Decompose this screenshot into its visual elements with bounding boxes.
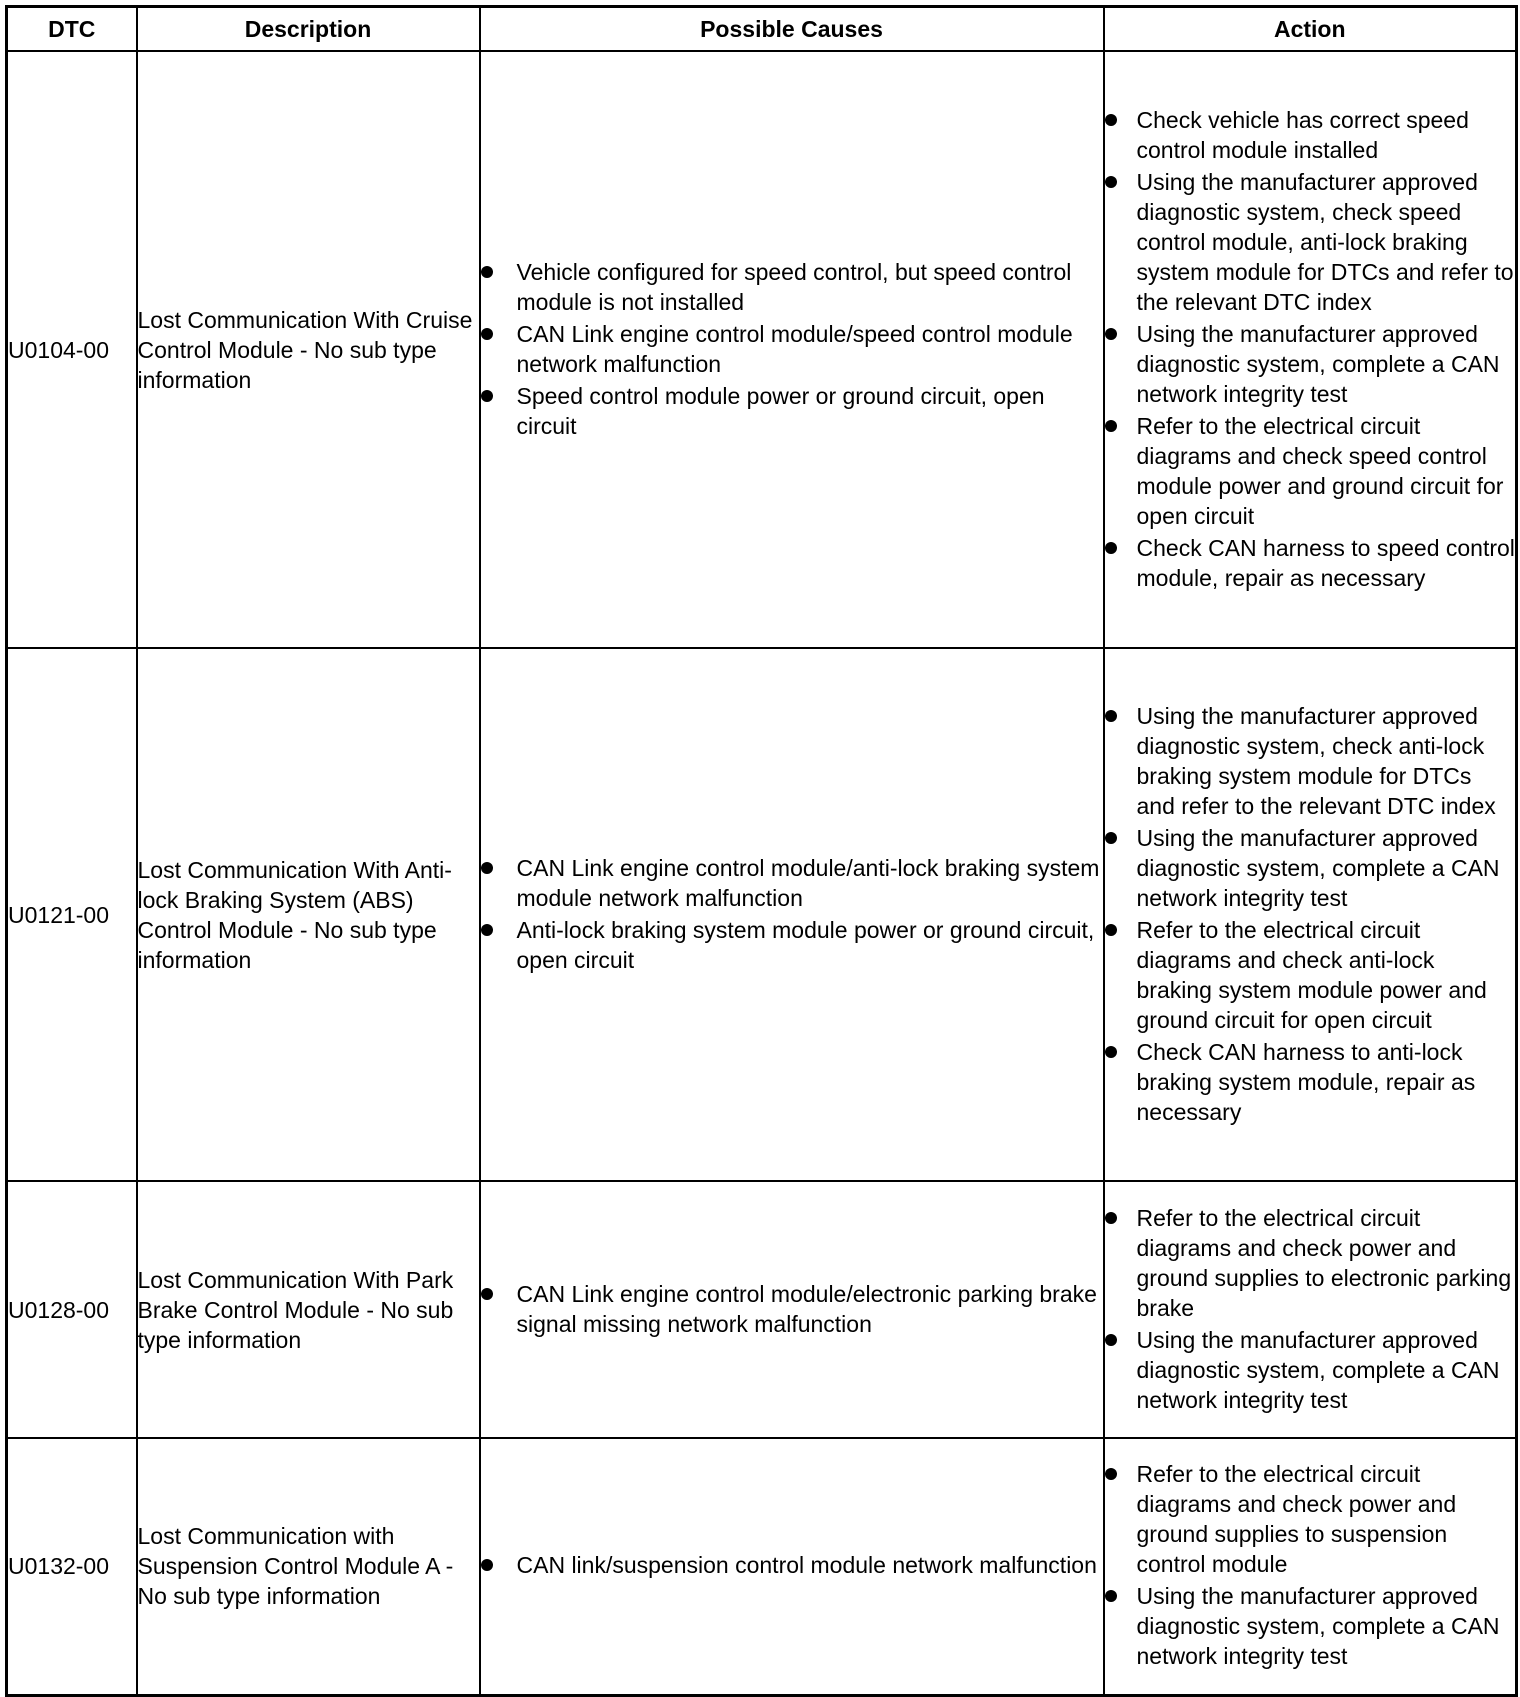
bullet-icon (481, 390, 493, 402)
cause-text: CAN Link engine control module/anti-lock braking system module network malfunction (516, 854, 1100, 911)
table-row (7, 1438, 1517, 1695)
action-text: Using the manufacturer approved diagnostic system, complete a CAN network integrity test (1136, 320, 1500, 407)
action-cell (1104, 1181, 1517, 1438)
dtc-code: U0132-00 (7, 1438, 137, 1695)
action-text: Using the manufacturer approved diagnostic system, check anti-lock braking system module for DTCs and refer to the relevant DTC index (1136, 702, 1496, 819)
cause-item (481, 257, 1103, 317)
bullet-icon (1105, 1212, 1117, 1224)
bullet-icon (1105, 1468, 1117, 1480)
cause-item (481, 853, 1103, 913)
action-item (1105, 1581, 1516, 1671)
action-cell (1104, 1438, 1517, 1695)
bullet-icon (1105, 1046, 1117, 1058)
action-text: Refer to the electrical circuit diagrams and check power and ground supplies to electronic parking brake (1136, 1204, 1512, 1321)
action-item (1105, 105, 1516, 165)
bullet-icon (1105, 176, 1117, 188)
dtc-table (5, 5, 1518, 1697)
dtc-description: Lost Communication with Suspension Control Module A - No sub type information (137, 1438, 480, 1695)
cause-item (481, 381, 1103, 441)
action-text: Using the manufacturer approved diagnostic system, complete a CAN network integrity test (1136, 1326, 1500, 1413)
action-text: Using the manufacturer approved diagnostic system, complete a CAN network integrity test (1136, 1583, 1500, 1670)
cause-text: CAN link/suspension control module network malfunction (516, 1552, 1097, 1579)
cause-item (481, 1550, 1103, 1580)
bullet-icon (481, 924, 493, 936)
cause-text: CAN Link engine control module/speed control module network malfunction (516, 320, 1073, 377)
action-text: Using the manufacturer approved diagnostic system, complete a CAN network integrity test (1136, 824, 1500, 911)
bullet-icon (1105, 114, 1117, 126)
bullet-icon (1105, 924, 1117, 936)
table-body (7, 51, 1517, 1695)
bullet-icon (1105, 420, 1117, 432)
cause-list (481, 853, 1103, 975)
cause-text: Vehicle configured for speed control, but speed control module is not installed (516, 258, 1072, 315)
action-text: Refer to the electrical circuit diagrams and check power and ground supplies to suspension control module (1136, 1461, 1457, 1578)
cause-list (481, 1279, 1103, 1339)
header-possible-causes: Possible Causes (480, 7, 1104, 52)
cause-item (481, 319, 1103, 379)
cause-item (481, 1279, 1103, 1339)
cause-text: CAN Link engine control module/electronic parking brake signal missing network malfunction (516, 1280, 1097, 1337)
bullet-icon (1105, 1590, 1117, 1602)
action-text: Check CAN harness to speed control module, repair as necessary (1136, 534, 1515, 591)
action-text: Refer to the electrical circuit diagrams and check anti-lock braking system module power and ground circuit for open circuit (1136, 916, 1487, 1033)
possible-causes-cell (480, 1181, 1104, 1438)
bullet-icon (1105, 710, 1117, 722)
bullet-icon (1105, 832, 1117, 844)
action-item (1105, 167, 1516, 317)
bullet-icon (1105, 328, 1117, 340)
action-item (1105, 1037, 1516, 1127)
cause-text: Speed control module power or ground circuit, open circuit (516, 382, 1045, 439)
dtc-description: Lost Communication With Cruise Control Module - No sub type information (137, 51, 480, 648)
action-list (1105, 1203, 1516, 1415)
action-item (1105, 1459, 1516, 1579)
action-cell (1104, 648, 1517, 1181)
bullet-icon (481, 266, 493, 278)
dtc-description: Lost Communication With Anti-lock Braking System (ABS) Control Module - No sub type information (137, 648, 480, 1181)
action-list (1105, 105, 1516, 593)
action-item (1105, 823, 1516, 913)
bullet-icon (1105, 1334, 1117, 1346)
header-dtc: DTC (7, 7, 137, 52)
action-item (1105, 533, 1516, 593)
table-row (7, 648, 1517, 1181)
action-list (1105, 701, 1516, 1127)
dtc-code: U0104-00 (7, 51, 137, 648)
table-row (7, 51, 1517, 648)
possible-causes-cell (480, 648, 1104, 1181)
action-text: Using the manufacturer approved diagnostic system, check speed control module, anti-lock braking system module for DTCs and refer to the relevant DTC index (1136, 168, 1514, 315)
action-item (1105, 1325, 1516, 1415)
action-text: Check CAN harness to anti-lock braking system module, repair as necessary (1136, 1038, 1476, 1125)
table-row (7, 1181, 1517, 1438)
dtc-code: U0121-00 (7, 648, 137, 1181)
possible-causes-cell (480, 1438, 1104, 1695)
possible-causes-cell (480, 51, 1104, 648)
action-text: Check vehicle has correct speed control module installed (1136, 106, 1469, 163)
cause-list (481, 257, 1103, 441)
bullet-icon (481, 328, 493, 340)
action-item (1105, 701, 1516, 821)
bullet-icon (481, 1559, 493, 1571)
bullet-icon (481, 862, 493, 874)
action-list (1105, 1459, 1516, 1671)
cause-text: Anti-lock braking system module power or ground circuit, open circuit (516, 916, 1095, 973)
dtc-code: U0128-00 (7, 1181, 137, 1438)
cause-item (481, 915, 1103, 975)
action-text: Refer to the electrical circuit diagrams and check speed control module power and ground circuit for open circuit (1136, 412, 1504, 529)
action-cell (1104, 51, 1517, 648)
header-row (7, 7, 1517, 52)
header-action: Action (1104, 7, 1517, 52)
cause-list (481, 1550, 1103, 1580)
bullet-icon (481, 1288, 493, 1300)
action-item (1105, 1203, 1516, 1323)
action-item (1105, 411, 1516, 531)
dtc-description: Lost Communication With Park Brake Control Module - No sub type information (137, 1181, 480, 1438)
action-item (1105, 915, 1516, 1035)
bullet-icon (1105, 542, 1117, 554)
header-description: Description (137, 7, 480, 52)
table-header (7, 7, 1517, 52)
action-item (1105, 319, 1516, 409)
